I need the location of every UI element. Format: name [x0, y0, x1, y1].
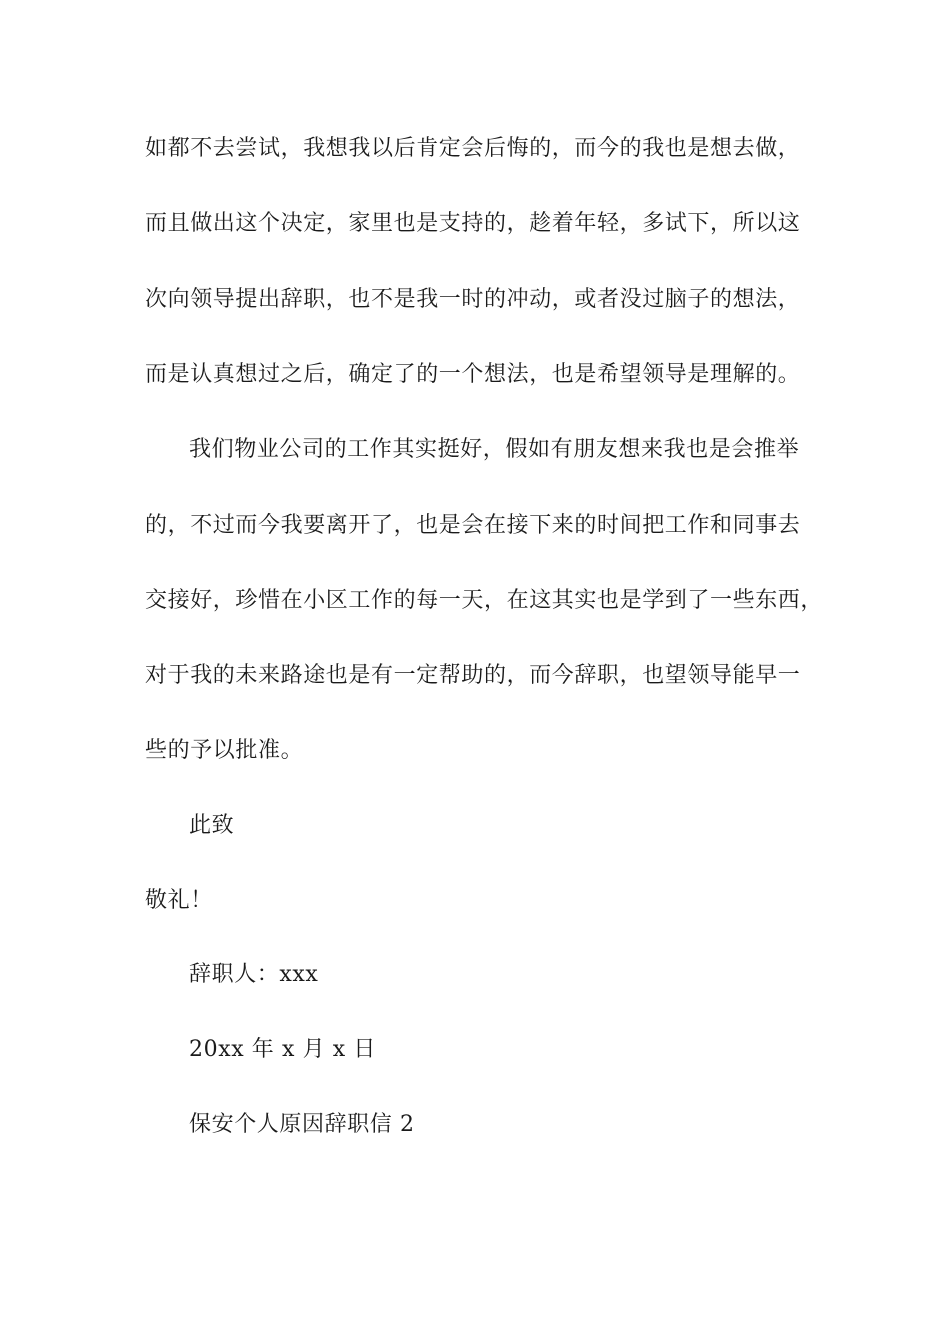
paragraph-line: 而且做出这个决定，家里也是支持的，趁着年轻，多试下，所以这 [145, 211, 801, 236]
paragraph-line: 些的予以批准。 [145, 738, 304, 763]
next-letter-title: 保安个人原因辞职信 2 [189, 1112, 415, 1137]
paragraph-line: 对于我的未来路途也是有一定帮助的，而今辞职，也望领导能早一 [145, 663, 801, 688]
salute-text: 敬礼！ [145, 888, 213, 913]
paragraph-line: 的，不过而今我要离开了，也是会在接下来的时间把工作和同事去 [145, 513, 801, 538]
closing-text: 此致 [189, 813, 235, 838]
signer-text: 辞职人：xxx [189, 962, 319, 987]
date-text: 20xx 年 x 月 x 日 [189, 1037, 376, 1062]
paragraph-line: 而是认真想过之后，确定了的一个想法，也是希望领导是理解的。 [145, 362, 801, 387]
paragraph-line: 如都不去尝试，我想我以后肯定会后悔的，而今的我也是想去做， [145, 136, 801, 161]
paragraph-line: 次向领导提出辞职，也不是我一时的冲动，或者没过脑子的想法， [145, 287, 801, 312]
paragraph-line: 我们物业公司的工作其实挺好，假如有朋友想来我也是会推举 [189, 437, 800, 462]
paragraph-line: 交接好，珍惜在小区工作的每一天，在这其实也是学到了一些东西， [145, 588, 824, 613]
